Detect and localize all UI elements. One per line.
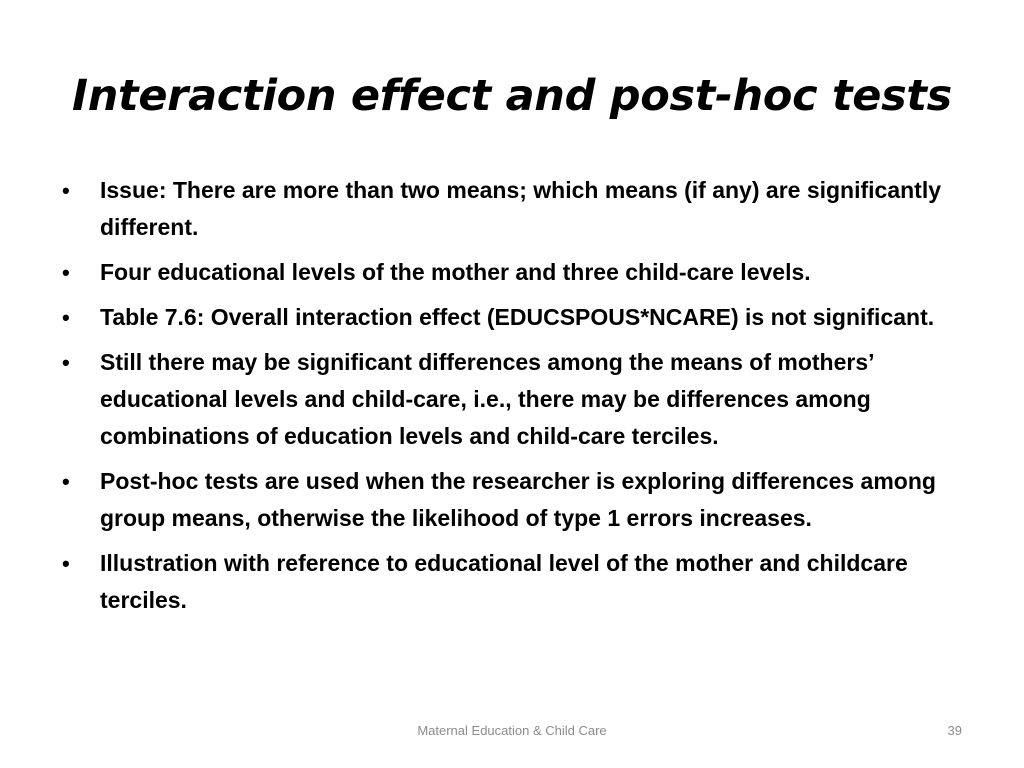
bullet-item [56, 344, 956, 455]
bullet-marker: • [62, 350, 70, 375]
bullet-marker: • [62, 469, 70, 494]
bullet-item [56, 299, 956, 336]
bullet-marker: • [62, 305, 70, 330]
bullet-marker: • [62, 551, 70, 576]
bullet-text: Still there may be significant differences among the means of mothers’ educational levels and child-care, i.e., there may be differences among combinations of education levels and child-care terciles. [100, 349, 874, 449]
footer-title: Maternal Education & Child Care [417, 723, 607, 738]
bullet-text: Issue: There are more than two means; which means (if any) are significantly different. [100, 177, 942, 240]
bullet-item [56, 254, 956, 291]
bullet-text: Illustration with reference to educational level of the mother and childcare terciles. [100, 550, 908, 613]
bullet-item [56, 545, 956, 619]
page-number: 39 [947, 723, 962, 738]
slide-title: Interaction effect and post-hoc tests [72, 71, 952, 121]
bullet-item [56, 172, 956, 246]
bullet-marker: • [62, 260, 70, 285]
bullet-text: Four educational levels of the mother and three child-care levels. [100, 259, 811, 285]
bullet-marker: • [62, 178, 70, 203]
bullet-text: Post-hoc tests are used when the researcher is exploring differences among group means, otherwise the likelihood of type 1 errors increases. [100, 468, 936, 531]
bullet-text: Table 7.6: Overall interaction effect (EDUCSPOUS*NCARE) is not significant. [100, 304, 935, 330]
bullet-item [56, 463, 956, 537]
bullet-list [56, 172, 956, 627]
